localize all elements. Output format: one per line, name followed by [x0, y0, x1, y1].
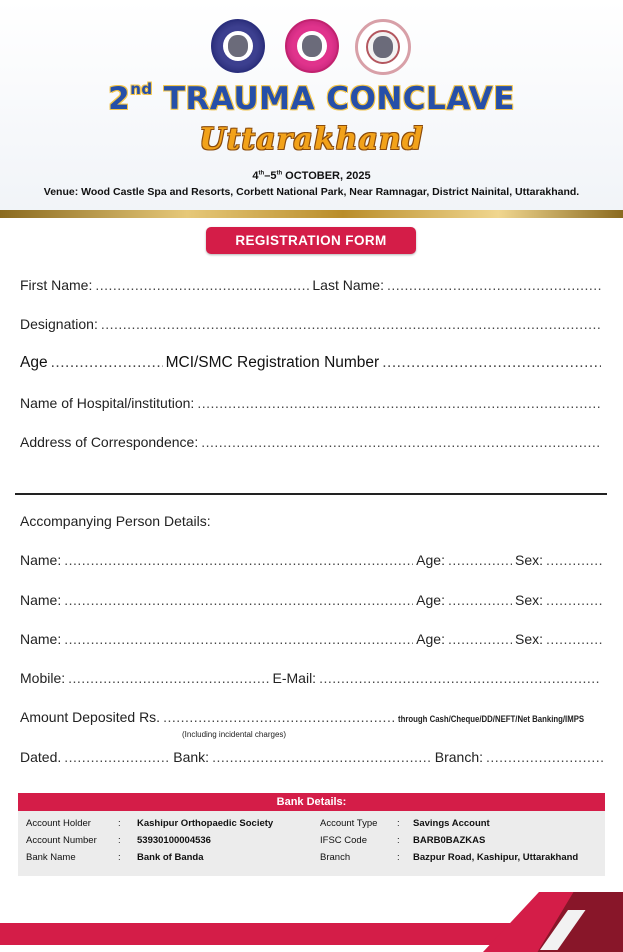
bank-row — [18, 835, 605, 851]
designation-row — [20, 316, 604, 332]
bank-key: Branch — [320, 852, 351, 863]
bank-value: Bazpur Road, Kashipur, Uttarakhand — [413, 852, 579, 863]
accompanying-heading-row — [20, 513, 604, 529]
amount-row — [20, 709, 604, 725]
event-venue: Venue: Wood Castle Spa and Resorts, Corbett National Park, Near Ramnagar, District Nainital, Uttarakhand. — [43, 186, 580, 198]
designation-label: Designation: — [20, 316, 98, 332]
accompanying-sex-label: Sex: — [514, 631, 543, 647]
age-label: Age — [20, 354, 48, 371]
first-name-label: First Name: — [20, 277, 93, 293]
payment-detail-row — [20, 749, 604, 765]
incidental-note: (Including incidental charges) — [182, 730, 287, 739]
accompanying-sex-field[interactable] — [546, 631, 604, 647]
bank-value: Kashipur Orthopaedic Society — [137, 818, 274, 829]
accompanying-age-label: Age: — [416, 592, 445, 608]
bank-value: 53930100004536 — [137, 835, 211, 846]
mci-label: MCI/SMC Registration Number — [165, 354, 380, 371]
logo-row — [0, 19, 623, 74]
first-name-field[interactable] — [95, 277, 309, 293]
mobile-field[interactable] — [68, 670, 269, 686]
accompanying-sex-label: Sex: — [514, 592, 543, 608]
bank-row — [18, 818, 605, 834]
association-logo-left — [211, 19, 265, 73]
payment-modes: through Cash/Cheque/DD/NEFT/Net Banking/IMPS — [398, 714, 585, 725]
accompanying-name-field[interactable] — [64, 631, 413, 647]
conference-subtitle: Uttarakhand — [199, 122, 424, 157]
bank-separator: : — [118, 835, 121, 846]
bank-key: Account Number — [26, 835, 97, 846]
accompanying-name-label: Name: — [20, 592, 62, 608]
contact-row — [20, 670, 604, 686]
branch-label: Branch: — [434, 749, 483, 765]
bank-value: BARB0BAZKAS — [413, 835, 486, 846]
age-mci-row — [20, 354, 604, 372]
mobile-label: Mobile: — [20, 670, 66, 686]
bank-separator: : — [397, 835, 400, 846]
last-name-field[interactable] — [387, 277, 601, 293]
email-label: E-Mail: — [272, 670, 317, 686]
bank-separator: : — [397, 852, 400, 863]
bank-details-box — [18, 793, 605, 876]
accompanying-age-label: Age: — [416, 552, 445, 568]
accompanying-age-field[interactable] — [448, 592, 512, 608]
form-title: REGISTRATION FORM — [206, 227, 416, 254]
bank-separator: : — [397, 818, 400, 829]
dated-label: Dated. — [20, 749, 62, 765]
bank-value: Bank of Banda — [137, 852, 204, 863]
accompanying-name-label: Name: — [20, 552, 62, 568]
address-field[interactable] — [201, 434, 601, 450]
age-field[interactable] — [51, 354, 163, 372]
accompanying-name-field[interactable] — [64, 592, 413, 608]
accompanying-name-field[interactable] — [64, 552, 413, 568]
hospital-field[interactable] — [197, 395, 601, 411]
accompanying-row-1 — [20, 552, 604, 568]
bank-key: Account Type — [320, 818, 378, 829]
accompanying-age-field[interactable] — [448, 552, 512, 568]
accompanying-name-label: Name: — [20, 631, 62, 647]
accompanying-row-3 — [20, 631, 604, 647]
email-field[interactable] — [319, 670, 601, 686]
header-banner — [0, 0, 623, 211]
dated-field[interactable] — [64, 749, 170, 765]
accompanying-heading: Accompanying Person Details: — [20, 513, 211, 529]
bank-label: Bank: — [173, 749, 210, 765]
mci-field[interactable] — [382, 354, 601, 372]
bank-key: Account Holder — [26, 818, 91, 829]
designation-field[interactable] — [101, 316, 601, 332]
name-row — [20, 277, 604, 293]
gold-divider — [0, 210, 623, 218]
accompanying-sex-field[interactable] — [546, 552, 604, 568]
amount-field[interactable] — [163, 709, 395, 725]
accompanying-sex-field[interactable] — [546, 592, 604, 608]
conference-title: 2nd TRAUMA CONCLAVE — [108, 79, 515, 117]
association-logo-center — [285, 19, 339, 73]
bank-key: IFSC Code — [320, 835, 367, 846]
address-row — [20, 434, 604, 450]
bank-field[interactable] — [212, 749, 432, 765]
accompanying-row-2 — [20, 592, 604, 608]
kashipur-orthopaedic-society-logo — [355, 19, 411, 75]
accompanying-age-field[interactable] — [448, 631, 512, 647]
address-label: Address of Correspondence: — [20, 434, 199, 450]
accompanying-age-label: Age: — [416, 631, 445, 647]
bank-key: Bank Name — [26, 852, 76, 863]
hospital-row — [20, 395, 604, 411]
accompanying-sex-label: Sex: — [514, 552, 543, 568]
event-dates: 4th–5th OCTOBER, 2025 — [252, 170, 371, 182]
last-name-label: Last Name: — [312, 277, 384, 293]
bank-value: Savings Account — [413, 818, 490, 829]
hospital-label: Name of Hospital/institution: — [20, 395, 195, 411]
bank-separator: : — [118, 818, 121, 829]
section-divider — [15, 493, 607, 495]
bank-details-heading: Bank Details: — [18, 793, 605, 811]
bank-row — [18, 852, 605, 868]
bank-separator: : — [118, 852, 121, 863]
amount-label: Amount Deposited Rs. — [20, 709, 161, 725]
branch-field[interactable] — [486, 749, 604, 765]
